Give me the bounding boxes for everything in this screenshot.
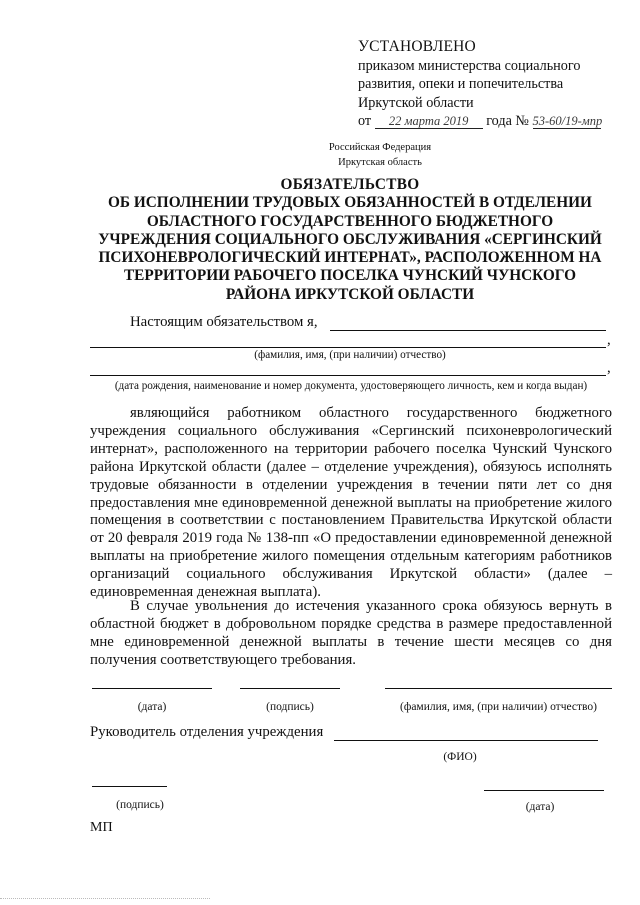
approval-date-line xyxy=(358,112,633,131)
document-title xyxy=(80,176,620,304)
document-header xyxy=(0,140,640,170)
body-paragraph-1: являющийся работником областного государственного бюджетного учреждения социального обслуживания «Сергинский психоневрологический интернат», расположенного на территории рабочего поселка Чунский Чунского района Иркутской области (далее – отделение учреждения), обязуюсь исполнять трудовые обязанности в отделении учреждения в течении пяти лет со дня предоставления мне единовременной денежной выплаты на приобретение жилого помещения в соответствии с постановлением Правительства Иркутской области от 20 февраля 2019 года № 138-пп «О предоставлении единовременной денежной выплаты на приобретение жилого помещения отдельным категориям работников организаций социального обслуживания Иркутской области» (далее – единовременная денежная выплата). xyxy=(90,405,612,601)
intro-text: Настоящим обязательством я, xyxy=(130,314,318,330)
caption-name: (фамилия, имя, (при наличии) отчество) xyxy=(254,349,446,361)
approval-from-label: от xyxy=(358,113,372,129)
caption-head-date: (дата) xyxy=(525,801,555,813)
employee-date-line[interactable] xyxy=(92,688,212,689)
document-line-comma: , xyxy=(607,360,611,376)
caption-employee-signature: (подпись) xyxy=(266,701,314,713)
caption-employee-name: (фамилия, имя, (при наличии) отчество) xyxy=(400,701,597,713)
head-name-line[interactable] xyxy=(334,740,598,741)
caption-head-signature: (подпись) xyxy=(116,799,164,811)
approval-number-handwritten: 53-60/19-мпр xyxy=(532,114,603,128)
document-blank-line[interactable] xyxy=(90,375,606,376)
employee-signature-line[interactable] xyxy=(240,688,340,689)
caption-employee-date: (дата) xyxy=(137,701,167,713)
head-date-line[interactable] xyxy=(484,790,604,791)
body-paragraph-2: В случае увольнения до истечения указанного срока обязуюсь вернуть в областной бюджет в добровольном порядке средства в размере предоставленной мне единовременной денежной выплаты в течение шести месяцев со дня получения соответствующего требования. xyxy=(90,598,612,668)
title-line: ПСИХОНЕВРОЛОГИЧЕСКИЙ ИНТЕРНАТ», РАСПОЛОЖЕННОМ НА xyxy=(98,249,602,267)
approval-block xyxy=(358,38,633,131)
approval-line-3: Иркутской области xyxy=(358,94,474,111)
title-line: УЧРЕЖДЕНИЯ СОЦИАЛЬНОГО ОБСЛУЖИВАНИЯ «СЕРГИНСКИЙ xyxy=(98,230,602,248)
head-label: Руководитель отделения учреждения xyxy=(90,724,324,740)
approval-line-2: развития, опеки и попечительства xyxy=(358,76,564,92)
title-line: ТЕРРИТОРИИ РАБОЧЕГО ПОСЕЛКА ЧУНСКИЙ ЧУНСКОГО xyxy=(123,267,577,285)
stamp-place: МП xyxy=(90,820,113,835)
employee-name-line[interactable] xyxy=(385,688,612,689)
title-line: РАЙОНА ИРКУТСКОЙ ОБЛАСТИ xyxy=(225,285,475,303)
name-blank-line-2[interactable] xyxy=(90,347,606,348)
approval-year-label: года № xyxy=(486,113,529,129)
caption-document: (дата рождения, наименование и номер документа, удостоверяющего личность, кем и когда выдан) xyxy=(114,380,588,392)
approval-heading: УСТАНОВЛЕНО xyxy=(358,38,476,55)
title-line: ОБЛАСТНОГО ГОСУДАРСТВЕННОГО БЮДЖЕТНОГО xyxy=(146,212,554,230)
title-line: ОБЯЗАТЕЛЬСТВО xyxy=(280,176,420,193)
page-bottom-rule xyxy=(0,898,210,899)
region-label: Иркутская область xyxy=(338,157,422,168)
title-line: ОБ ИСПОЛНЕНИИ ТРУДОВЫХ ОБЯЗАННОСТЕЙ В ОТДЕЛЕНИИ xyxy=(108,194,592,212)
caption-fio: (ФИО) xyxy=(443,751,477,763)
name-line-comma: , xyxy=(607,332,611,348)
approval-date-handwritten: 22 марта 2019 xyxy=(375,114,483,129)
head-signature-line[interactable] xyxy=(92,786,167,787)
country-label: Российская Федерация xyxy=(328,142,432,153)
name-blank-line-1[interactable] xyxy=(330,330,606,331)
approval-line-1: приказом министерства социального xyxy=(358,57,581,74)
